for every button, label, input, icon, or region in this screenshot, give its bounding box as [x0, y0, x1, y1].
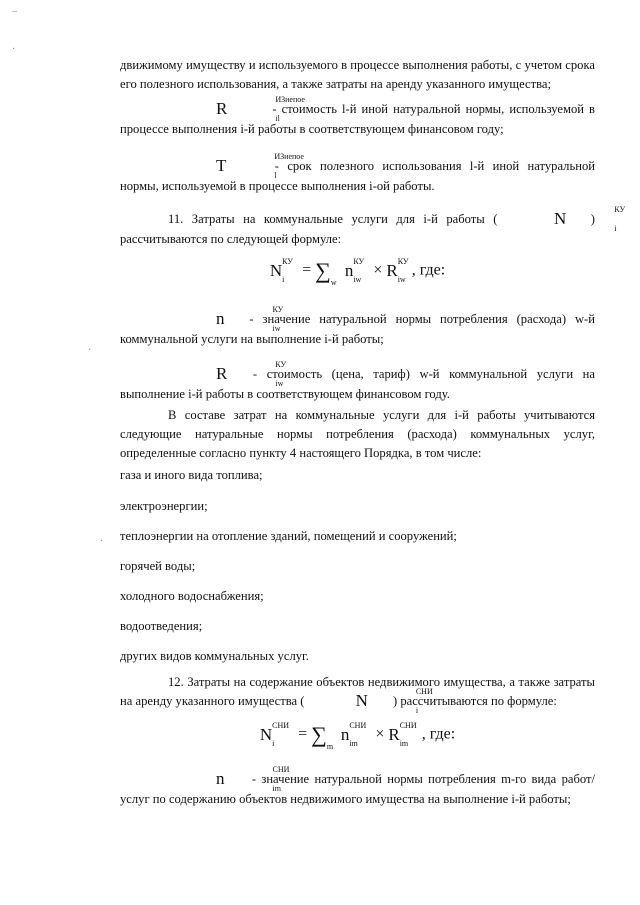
scan-mark: ·: [100, 536, 104, 547]
scan-mark: –: [12, 6, 17, 17]
formula-utilities: N КУ i = ∑ w n КУ iw × R КУ iw , где:: [269, 256, 446, 287]
list-item: электроэнергии;: [120, 499, 208, 513]
symbol-t-other: T ИЗиепое l: [216, 152, 304, 181]
paragraph-section-12: 12. Затраты на содержание объектов недвижимого имущества, а также затраты на аренду указанного имущества ( N СНИ i ) рассчитываются по формуле:: [120, 675, 595, 716]
paragraph-utilities-list-intro: В составе затрат на коммунальные услуги для i-й работы учитываются следующие натуральные нормы потребления (расхода) коммунальных услуг, определенные согласно пункту 4 настоящего Порядка, в том числе:: [120, 408, 595, 460]
list-item: холодного водоснабжения;: [120, 589, 264, 603]
paragraph-intro: движимому имуществу и используемого в процессе выполнения работы, с учетом срока его полезного использования, а также затраты на аренду указанного имущества;: [120, 58, 595, 91]
definition-r-ku: R КУ iw - стоимость (цена, тариф) w-й коммунальной услуги на выполнение i-й работы в соответствующем финансовом году.: [120, 360, 595, 402]
list-item: горячей воды;: [120, 559, 196, 573]
definition-t-other: T ИЗиепое l - срок полезного использования l-й иной натуральной нормы, используемой в процессе выполнения i-ой работы.: [120, 152, 595, 194]
list-item: газа и иного вида топлива;: [120, 468, 263, 482]
list-item: водоотведения;: [120, 619, 203, 633]
list-item: теплоэнергии на отопление зданий, помещений и сооружений;: [120, 529, 457, 543]
definition-n-ku: n КУ iw - значение натуральной нормы потребления (расхода) w-й коммунальной услуги на выполнение i-й работы;: [120, 305, 595, 347]
scan-mark: ·: [12, 44, 16, 55]
definition-n-sni: n СНИ im - значение натуральной нормы потребления m-го вида работ/услуг по содержанию объектов недвижимого имущества на выполнение i-й работы;: [120, 765, 595, 807]
formula-real-estate: N СНИ i = ∑ m n СНИ im × R СНИ im , где:: [259, 720, 456, 751]
symbol-n-sni-im: n СНИ im: [216, 765, 290, 794]
symbol-n-ku-iw: n КУ iw: [216, 305, 284, 334]
symbol-r-ku-iw: R КУ iw: [216, 360, 287, 389]
list-item: других видов коммунальных услуг.: [120, 649, 309, 663]
symbol-n-sni: N СНИ i: [355, 687, 433, 716]
definition-r-other: R ИЗиепое il - стоимость l-й иной натуральной нормы, используемой в процессе выполнения i-й работы в соответствующем финансовом году;: [120, 95, 595, 137]
symbol-n-ku: N КУ i: [554, 205, 626, 234]
symbol-r-other: R ИЗиепое il: [216, 95, 305, 124]
paragraph-section-11: 11. Затраты на коммунальные услуги для i-й работы ( N КУ i ) рассчитываются по следующей формуле:: [120, 205, 626, 247]
scan-mark: ·: [88, 345, 92, 356]
